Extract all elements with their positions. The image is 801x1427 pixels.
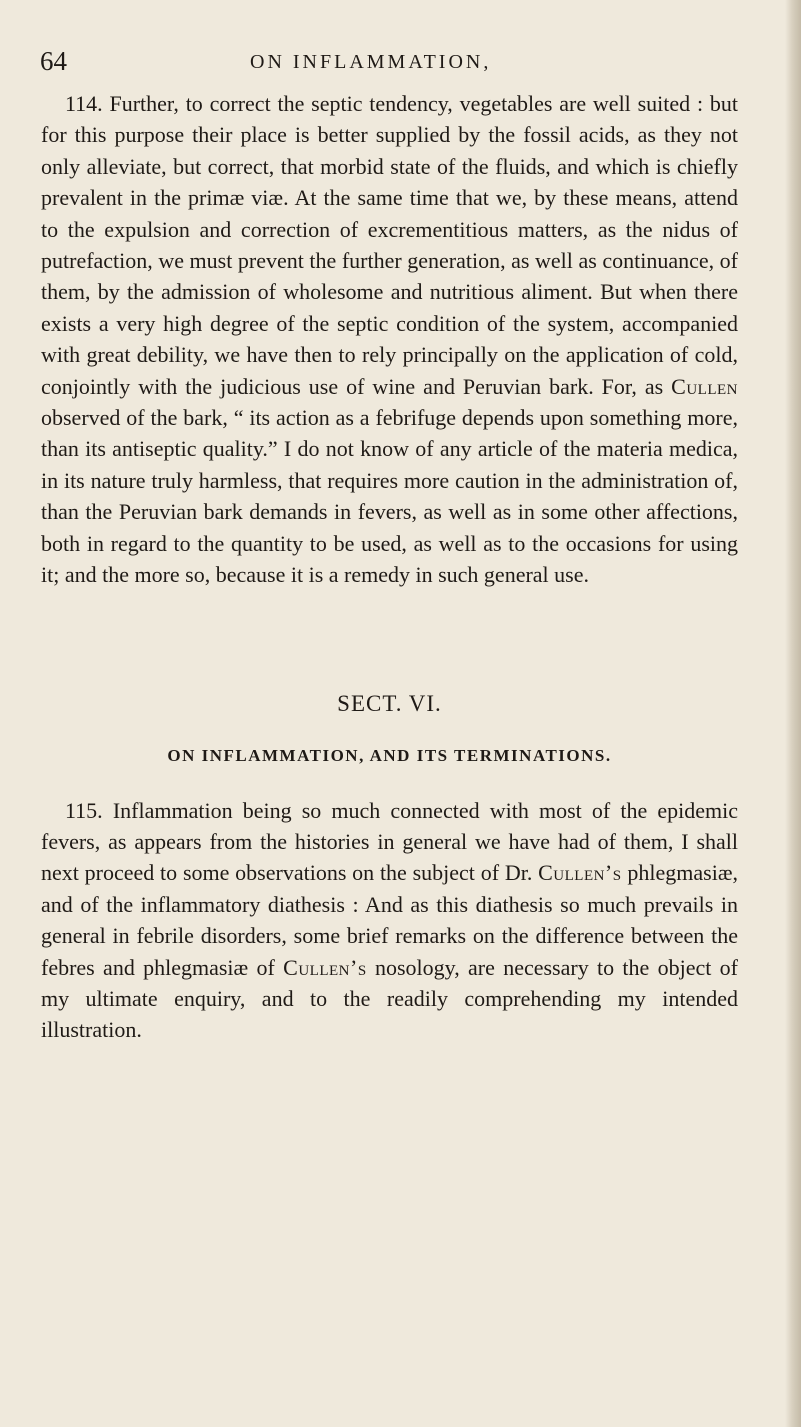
paragraph-text: Inflammation being so much connected with most of the epidemic fevers, as appears from the histories in general we have had of them, I shall next proceed to some observations on the subject of Dr. [41,797,738,886]
section-title: SECT. VI. [337,690,442,716]
author-name: Cullen’s [283,954,367,980]
page-header [40,44,760,84]
paragraph-115 [41,795,738,1046]
page-body [41,88,738,1046]
page-edge [785,0,801,1427]
author-name: Cullen [671,373,738,399]
running-head: ON INFLAMMATION, [250,51,492,73]
paragraph-text: observed of the bark, “ its action as a febrifuge depends upon something more, than its antiseptic quality.” I do not know of any article of the materia medica, in its nature truly harmless, that requires more caution in the administration of, than the Peruvian bark demands in fevers, as well as in some other affections, both in regard to the quantity to be used, as well as to the occasions for using it; and the more so, because it is a remedy in such general use. [41,405,738,588]
paragraph-text: nosology, are necessary to the object of my ultimate enquiry, and to the readily comprehending my intended illustration. [41,954,738,1043]
page-number: 64 [40,46,67,76]
paragraph-number: 114. [65,91,103,116]
paragraph-text: phlegmasiæ, and of the inflammatory diathesis : And as this diathesis so much prevails in general in febrile disorders, some brief remarks on the difference between the febres and phlegmasiæ of [41,860,738,980]
paragraph-114 [41,88,738,591]
paragraph-text: Further, to correct the septic tendency, vegetables are well suited : but for this purpose their place is better supplied by the fossil acids, as they not only alleviate, but correct, that morbid state of the fluids, and which is chiefly prevalent in the primæ viæ. At the same time that we, by these means, attend to the expulsion and correction of excrementitious matters, as the nidus of putrefaction, we must prevent the further generation, as well as continuance, of them, by the admission of wholesome and nutritious aliment. But when there exists a very high degree of the septic condition of the system, accompanied with great debility, we have then to rely principally on the application of cold, conjointly with the judicious use of wine and Peruvian bark. For, as [41,91,738,399]
section-subtitle: ON INFLAMMATION, AND ITS TERMINATIONS. [167,745,612,765]
paragraph-number: 115. [65,797,103,823]
author-name: Cullen’s [538,860,622,886]
